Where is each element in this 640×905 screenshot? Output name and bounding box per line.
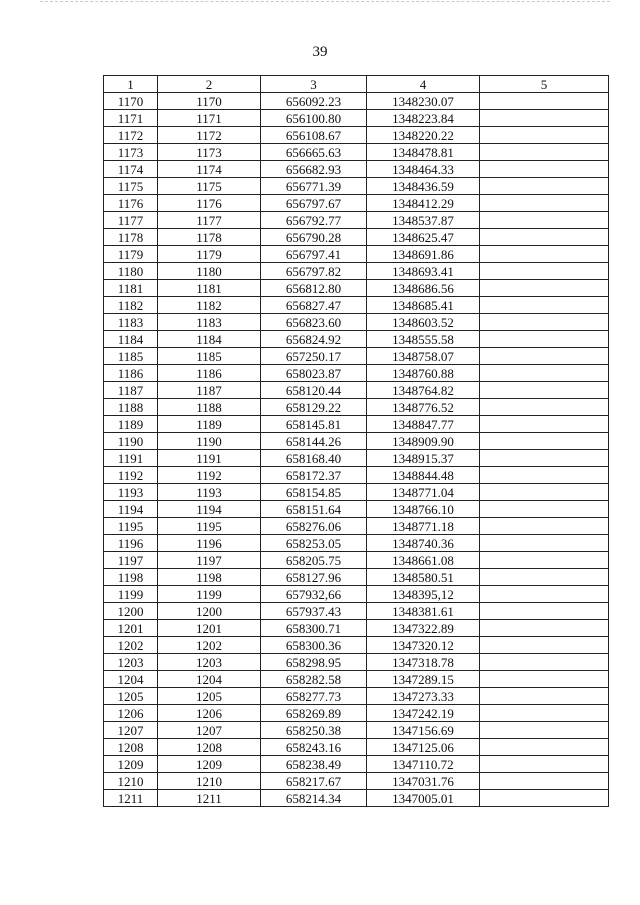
cell-point-id: 1173 <box>158 144 261 161</box>
table-row <box>104 501 609 518</box>
cell-point-number: 1180 <box>104 263 158 280</box>
table-row <box>104 773 609 790</box>
cell-x-coordinate: 656790.28 <box>261 229 367 246</box>
cell-y-coordinate: 1348537.87 <box>367 212 480 229</box>
cell-y-coordinate: 1348555.58 <box>367 331 480 348</box>
cell-x-coordinate: 656108.67 <box>261 127 367 144</box>
cell-point-number: 1181 <box>104 280 158 297</box>
cell-point-number: 1184 <box>104 331 158 348</box>
cell-point-id: 1174 <box>158 161 261 178</box>
cell-x-coordinate: 656797.41 <box>261 246 367 263</box>
cell-point-number: 1175 <box>104 178 158 195</box>
cell-y-coordinate: 1348223.84 <box>367 110 480 127</box>
cell-x-coordinate: 657932,66 <box>261 586 367 603</box>
cell-note <box>480 161 609 178</box>
cell-x-coordinate: 658277.73 <box>261 688 367 705</box>
scan-edge-line <box>40 1 610 2</box>
cell-note <box>480 212 609 229</box>
cell-point-number: 1189 <box>104 416 158 433</box>
cell-point-id: 1178 <box>158 229 261 246</box>
cell-y-coordinate: 1347005.01 <box>367 790 480 807</box>
cell-point-id: 1181 <box>158 280 261 297</box>
table-row <box>104 331 609 348</box>
cell-y-coordinate: 1348580.51 <box>367 569 480 586</box>
cell-y-coordinate: 1347031.76 <box>367 773 480 790</box>
cell-note <box>480 586 609 603</box>
cell-x-coordinate: 656771.39 <box>261 178 367 195</box>
cell-y-coordinate: 1348693.41 <box>367 263 480 280</box>
cell-x-coordinate: 658298.95 <box>261 654 367 671</box>
cell-note <box>480 110 609 127</box>
cell-point-number: 1208 <box>104 739 158 756</box>
cell-y-coordinate: 1348661.08 <box>367 552 480 569</box>
cell-note <box>480 399 609 416</box>
table-row <box>104 280 609 297</box>
cell-x-coordinate: 658300.36 <box>261 637 367 654</box>
cell-point-number: 1172 <box>104 127 158 144</box>
cell-y-coordinate: 1347125.06 <box>367 739 480 756</box>
cell-note <box>480 280 609 297</box>
cell-y-coordinate: 1348766.10 <box>367 501 480 518</box>
cell-note <box>480 637 609 654</box>
table-row <box>104 620 609 637</box>
header-row <box>104 76 609 93</box>
cell-y-coordinate: 1348844.48 <box>367 467 480 484</box>
cell-x-coordinate: 656792.77 <box>261 212 367 229</box>
cell-x-coordinate: 656100.80 <box>261 110 367 127</box>
cell-x-coordinate: 658217.67 <box>261 773 367 790</box>
cell-note <box>480 467 609 484</box>
cell-point-id: 1171 <box>158 110 261 127</box>
cell-y-coordinate: 1347242.19 <box>367 705 480 722</box>
column-header-2: 2 <box>158 76 261 93</box>
cell-point-number: 1186 <box>104 365 158 382</box>
cell-point-id: 1205 <box>158 688 261 705</box>
cell-point-number: 1203 <box>104 654 158 671</box>
cell-x-coordinate: 658276.06 <box>261 518 367 535</box>
cell-point-id: 1170 <box>158 93 261 110</box>
cell-y-coordinate: 1348760.88 <box>367 365 480 382</box>
cell-point-id: 1177 <box>158 212 261 229</box>
cell-point-id: 1192 <box>158 467 261 484</box>
cell-point-number: 1171 <box>104 110 158 127</box>
cell-point-id: 1202 <box>158 637 261 654</box>
cell-point-id: 1210 <box>158 773 261 790</box>
cell-x-coordinate: 656823.60 <box>261 314 367 331</box>
table-row <box>104 688 609 705</box>
table-row <box>104 382 609 399</box>
cell-y-coordinate: 1348771.04 <box>367 484 480 501</box>
table-row <box>104 467 609 484</box>
cell-point-number: 1192 <box>104 467 158 484</box>
cell-y-coordinate: 1348220.22 <box>367 127 480 144</box>
cell-point-id: 1196 <box>158 535 261 552</box>
cell-x-coordinate: 656797.82 <box>261 263 367 280</box>
cell-y-coordinate: 1348395,12 <box>367 586 480 603</box>
table-row <box>104 229 609 246</box>
table-row <box>104 586 609 603</box>
cell-note <box>480 93 609 110</box>
cell-point-number: 1178 <box>104 229 158 246</box>
cell-note <box>480 518 609 535</box>
cell-note <box>480 382 609 399</box>
cell-point-id: 1176 <box>158 195 261 212</box>
cell-note <box>480 127 609 144</box>
cell-x-coordinate: 656665.63 <box>261 144 367 161</box>
cell-point-number: 1183 <box>104 314 158 331</box>
table-row <box>104 348 609 365</box>
cell-point-number: 1201 <box>104 620 158 637</box>
cell-note <box>480 195 609 212</box>
table-body <box>104 93 609 807</box>
cell-note <box>480 450 609 467</box>
cell-point-number: 1209 <box>104 756 158 773</box>
table-row <box>104 433 609 450</box>
cell-point-number: 1177 <box>104 212 158 229</box>
cell-x-coordinate: 656812.80 <box>261 280 367 297</box>
cell-point-id: 1193 <box>158 484 261 501</box>
table-row <box>104 127 609 144</box>
cell-x-coordinate: 658120.44 <box>261 382 367 399</box>
cell-point-id: 1191 <box>158 450 261 467</box>
cell-note <box>480 229 609 246</box>
cell-y-coordinate: 1348381.61 <box>367 603 480 620</box>
cell-point-number: 1198 <box>104 569 158 586</box>
cell-note <box>480 705 609 722</box>
cell-point-id: 1189 <box>158 416 261 433</box>
table-row <box>104 552 609 569</box>
cell-point-number: 1173 <box>104 144 158 161</box>
cell-note <box>480 773 609 790</box>
page-number: 39 <box>312 44 328 60</box>
table-row <box>104 739 609 756</box>
coordinates-table <box>103 75 609 807</box>
cell-note <box>480 603 609 620</box>
cell-note <box>480 433 609 450</box>
cell-y-coordinate: 1347318.78 <box>367 654 480 671</box>
cell-note <box>480 263 609 280</box>
cell-y-coordinate: 1348625.47 <box>367 229 480 246</box>
cell-y-coordinate: 1348230.07 <box>367 93 480 110</box>
cell-x-coordinate: 658282.58 <box>261 671 367 688</box>
table-row <box>104 297 609 314</box>
cell-x-coordinate: 658300.71 <box>261 620 367 637</box>
cell-y-coordinate: 1347320.12 <box>367 637 480 654</box>
cell-point-id: 1197 <box>158 552 261 569</box>
cell-x-coordinate: 658205.75 <box>261 552 367 569</box>
cell-note <box>480 365 609 382</box>
cell-note <box>480 790 609 807</box>
cell-note <box>480 314 609 331</box>
cell-point-number: 1191 <box>104 450 158 467</box>
cell-point-id: 1175 <box>158 178 261 195</box>
table-row <box>104 535 609 552</box>
column-header-3: 3 <box>261 76 367 93</box>
column-header-5: 5 <box>480 76 609 93</box>
cell-point-id: 1201 <box>158 620 261 637</box>
cell-x-coordinate: 658129.22 <box>261 399 367 416</box>
cell-point-id: 1209 <box>158 756 261 773</box>
cell-point-id: 1208 <box>158 739 261 756</box>
cell-point-number: 1210 <box>104 773 158 790</box>
cell-point-number: 1194 <box>104 501 158 518</box>
cell-note <box>480 535 609 552</box>
cell-x-coordinate: 656827.47 <box>261 297 367 314</box>
cell-note <box>480 552 609 569</box>
cell-y-coordinate: 1348909.90 <box>367 433 480 450</box>
cell-note <box>480 671 609 688</box>
cell-note <box>480 756 609 773</box>
cell-x-coordinate: 658243.16 <box>261 739 367 756</box>
table-row <box>104 195 609 212</box>
cell-point-id: 1203 <box>158 654 261 671</box>
cell-point-id: 1211 <box>158 790 261 807</box>
cell-x-coordinate: 656682.93 <box>261 161 367 178</box>
cell-x-coordinate: 658151.64 <box>261 501 367 518</box>
cell-point-number: 1195 <box>104 518 158 535</box>
cell-note <box>480 654 609 671</box>
cell-point-number: 1197 <box>104 552 158 569</box>
table-row <box>104 518 609 535</box>
cell-x-coordinate: 658238.49 <box>261 756 367 773</box>
cell-x-coordinate: 658127.96 <box>261 569 367 586</box>
cell-point-number: 1206 <box>104 705 158 722</box>
cell-point-id: 1179 <box>158 246 261 263</box>
cell-point-id: 1206 <box>158 705 261 722</box>
cell-point-id: 1195 <box>158 518 261 535</box>
table-row <box>104 110 609 127</box>
cell-point-number: 1174 <box>104 161 158 178</box>
table-row <box>104 637 609 654</box>
cell-y-coordinate: 1348603.52 <box>367 314 480 331</box>
table-row <box>104 654 609 671</box>
cell-x-coordinate: 656824.92 <box>261 331 367 348</box>
table-row <box>104 178 609 195</box>
cell-x-coordinate: 656092.23 <box>261 93 367 110</box>
cell-note <box>480 569 609 586</box>
cell-point-id: 1207 <box>158 722 261 739</box>
cell-point-id: 1200 <box>158 603 261 620</box>
cell-note <box>480 331 609 348</box>
cell-point-id: 1188 <box>158 399 261 416</box>
table-row <box>104 484 609 501</box>
table-row <box>104 144 609 161</box>
cell-note <box>480 178 609 195</box>
cell-x-coordinate: 656797.67 <box>261 195 367 212</box>
cell-y-coordinate: 1348686.56 <box>367 280 480 297</box>
cell-y-coordinate: 1347156.69 <box>367 722 480 739</box>
cell-note <box>480 297 609 314</box>
cell-note <box>480 739 609 756</box>
cell-note <box>480 144 609 161</box>
table-row <box>104 450 609 467</box>
table-row <box>104 314 609 331</box>
table-row <box>104 790 609 807</box>
cell-y-coordinate: 1348412.29 <box>367 195 480 212</box>
cell-point-number: 1176 <box>104 195 158 212</box>
table-row <box>104 399 609 416</box>
cell-point-number: 1187 <box>104 382 158 399</box>
cell-note <box>480 722 609 739</box>
cell-point-id: 1184 <box>158 331 261 348</box>
cell-x-coordinate: 658145.81 <box>261 416 367 433</box>
cell-x-coordinate: 658250.38 <box>261 722 367 739</box>
cell-x-coordinate: 658269.89 <box>261 705 367 722</box>
cell-point-number: 1188 <box>104 399 158 416</box>
table-row <box>104 212 609 229</box>
cell-y-coordinate: 1348691.86 <box>367 246 480 263</box>
cell-note <box>480 620 609 637</box>
table-row <box>104 722 609 739</box>
table-row <box>104 416 609 433</box>
cell-y-coordinate: 1348847.77 <box>367 416 480 433</box>
table-row <box>104 93 609 110</box>
cell-x-coordinate: 658144.26 <box>261 433 367 450</box>
cell-x-coordinate: 657250.17 <box>261 348 367 365</box>
cell-y-coordinate: 1348436.59 <box>367 178 480 195</box>
cell-point-number: 1196 <box>104 535 158 552</box>
table-row <box>104 756 609 773</box>
cell-y-coordinate: 1348771.18 <box>367 518 480 535</box>
cell-y-coordinate: 1348464.33 <box>367 161 480 178</box>
cell-x-coordinate: 658172.37 <box>261 467 367 484</box>
cell-y-coordinate: 1348764.82 <box>367 382 480 399</box>
table-row <box>104 161 609 178</box>
cell-point-id: 1187 <box>158 382 261 399</box>
cell-point-number: 1199 <box>104 586 158 603</box>
table-row <box>104 246 609 263</box>
table-row <box>104 705 609 722</box>
cell-point-id: 1183 <box>158 314 261 331</box>
cell-x-coordinate: 658154.85 <box>261 484 367 501</box>
cell-point-number: 1190 <box>104 433 158 450</box>
cell-point-number: 1200 <box>104 603 158 620</box>
cell-point-id: 1185 <box>158 348 261 365</box>
table-row <box>104 569 609 586</box>
cell-y-coordinate: 1348776.52 <box>367 399 480 416</box>
table-row <box>104 603 609 620</box>
cell-y-coordinate: 1348685.41 <box>367 297 480 314</box>
cell-x-coordinate: 657937.43 <box>261 603 367 620</box>
column-header-4: 4 <box>367 76 480 93</box>
cell-point-number: 1179 <box>104 246 158 263</box>
cell-point-number: 1204 <box>104 671 158 688</box>
cell-point-number: 1205 <box>104 688 158 705</box>
cell-point-number: 1182 <box>104 297 158 314</box>
table-row <box>104 365 609 382</box>
cell-point-id: 1194 <box>158 501 261 518</box>
cell-note <box>480 416 609 433</box>
cell-point-id: 1172 <box>158 127 261 144</box>
cell-point-id: 1186 <box>158 365 261 382</box>
cell-y-coordinate: 1347110.72 <box>367 756 480 773</box>
cell-note <box>480 501 609 518</box>
cell-y-coordinate: 1348758.07 <box>367 348 480 365</box>
cell-point-number: 1193 <box>104 484 158 501</box>
cell-point-number: 1202 <box>104 637 158 654</box>
table-row <box>104 263 609 280</box>
cell-y-coordinate: 1347273.33 <box>367 688 480 705</box>
cell-point-number: 1170 <box>104 93 158 110</box>
cell-point-id: 1180 <box>158 263 261 280</box>
cell-y-coordinate: 1348915.37 <box>367 450 480 467</box>
column-header-1: 1 <box>104 76 158 93</box>
cell-note <box>480 484 609 501</box>
cell-y-coordinate: 1348740.36 <box>367 535 480 552</box>
cell-point-number: 1211 <box>104 790 158 807</box>
cell-y-coordinate: 1348478.81 <box>367 144 480 161</box>
cell-point-id: 1182 <box>158 297 261 314</box>
cell-x-coordinate: 658023.87 <box>261 365 367 382</box>
cell-note <box>480 246 609 263</box>
cell-y-coordinate: 1347289.15 <box>367 671 480 688</box>
cell-point-number: 1185 <box>104 348 158 365</box>
cell-point-id: 1199 <box>158 586 261 603</box>
cell-y-coordinate: 1347322.89 <box>367 620 480 637</box>
cell-x-coordinate: 658214.34 <box>261 790 367 807</box>
cell-point-id: 1198 <box>158 569 261 586</box>
table-row <box>104 671 609 688</box>
cell-point-id: 1190 <box>158 433 261 450</box>
cell-point-id: 1204 <box>158 671 261 688</box>
cell-x-coordinate: 658168.40 <box>261 450 367 467</box>
cell-note <box>480 688 609 705</box>
cell-note <box>480 348 609 365</box>
cell-x-coordinate: 658253.05 <box>261 535 367 552</box>
cell-point-number: 1207 <box>104 722 158 739</box>
